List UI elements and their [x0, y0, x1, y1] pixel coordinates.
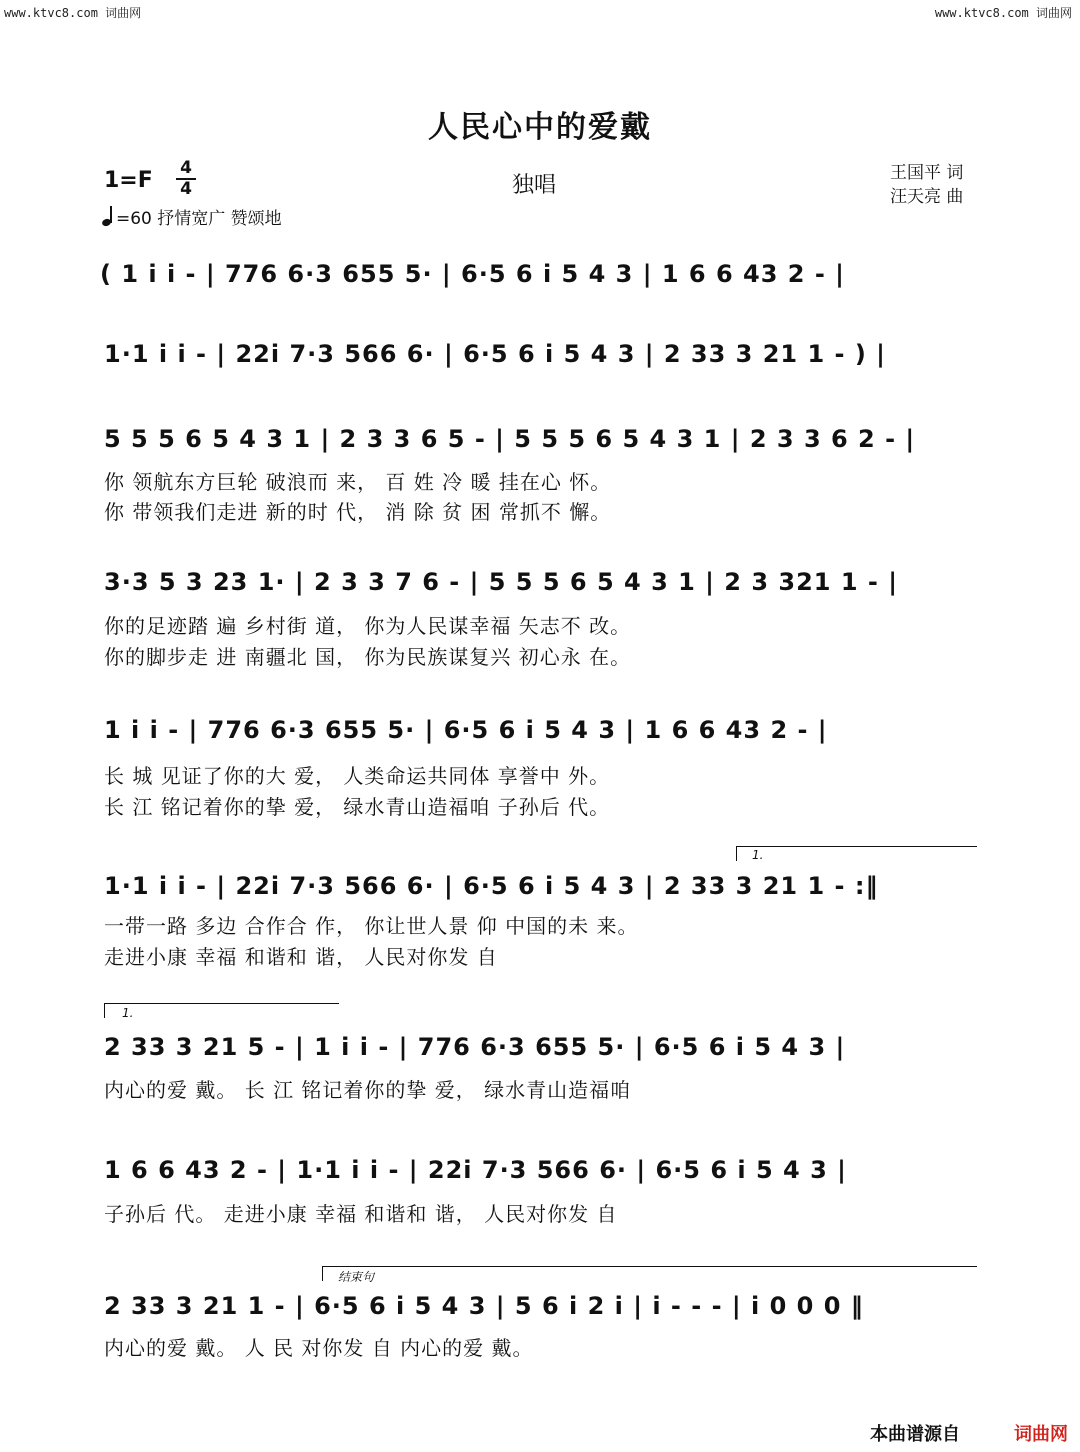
notation-row: ( 1 i i - | 776 6·3 655 5· | 6·5 6 i 5 4 3 | 1 6 6 43 2 - | [100, 260, 845, 288]
source-note: 本曲谱源自 [870, 1424, 960, 1445]
lyric-line-verse2: 走进小康 幸福 和谐和 谐， 人民对你发 自 [104, 945, 498, 969]
volta-label: 1. [122, 1006, 134, 1020]
performance-type: 独唱 [512, 173, 557, 198]
lyric-line: 内心的爱 戴。 人 民 对你发 自 内心的爱 戴。 [104, 1336, 534, 1360]
ending-bracket [322, 1266, 977, 1281]
meter-top: 4 [180, 158, 192, 178]
notation-row: 1·1 i i - | 22i 7·3 566 6· | 6·5 6 i 5 4 3 | 2 33 3 21 1 - :‖ [104, 872, 879, 900]
tempo-marking [102, 204, 282, 229]
notation-row: 1 6 6 43 2 - | 1·1 i i - | 22i 7·3 566 6· | 6·5 6 i 5 4 3 | [104, 1156, 847, 1184]
notation-row: 2 33 3 21 1 - | 6·5 6 i 5 4 3 | 5 6 i 2 i | i - - - | i 0 0 0 ‖ [104, 1292, 864, 1320]
song-title: 人民心中的爱戴 [428, 110, 652, 145]
time-signature [176, 160, 196, 198]
notation-row: 1·1 i i - | 22i 7·3 566 6· | 6·5 6 i 5 4 3 | 2 33 3 21 1 - ) | [104, 340, 886, 368]
volta-bracket [104, 1003, 339, 1018]
lyric-line-verse2: 你的脚步走 进 南疆北 国， 你为民族谋复兴 初心永 在。 [104, 645, 632, 669]
lyric-line: 子孙后 代。 走进小康 幸福 和谐和 谐， 人民对你发 自 [104, 1202, 618, 1226]
lyric-line-verse1: 一带一路 多边 合作合 作， 你让世人景 仰 中国的未 来。 [104, 914, 639, 938]
lyric-line-verse1: 你的足迹踏 遍 乡村街 道， 你为人民谋幸福 矢志不 改。 [104, 614, 632, 638]
meter-bottom: 4 [180, 179, 192, 199]
watermark-right: www.ktvc8.com 词曲网 [934, 6, 1072, 20]
notation-row: 2 33 3 21 5 - | 1 i i - | 776 6·3 655 5· | 6·5 6 i 5 4 3 | [104, 1033, 846, 1061]
lyricist-credit: 王国平 词 [890, 163, 964, 183]
site-logo[interactable]: 词曲网 [1014, 1424, 1068, 1445]
quarter-note-icon [102, 206, 116, 226]
tempo-text: =60 抒情宽广 赞颂地 [116, 209, 282, 229]
lyric-line-verse2: 你 带领我们走进 新的时 代， 消 除 贫 困 常抓不 懈。 [104, 500, 612, 524]
notation-row: 5 5 5 6 5 4 3 1 | 2 3 3 6 5 - | 5 5 5 6 5 4 3 1 | 2 3 3 6 2 - | [104, 425, 916, 453]
notation-row: 3·3 5 3 23 1· | 2 3 3 7 6 - | 5 5 5 6 5 4 3 1 | 2 3 321 1 - | [104, 568, 898, 596]
key-signature: 1=F [104, 168, 153, 193]
volta-label: 1. [752, 848, 764, 862]
watermark-left: www.ktvc8.com 词曲网 [4, 6, 142, 20]
lyric-line-verse1: 长 城 见证了你的大 爱， 人类命运共同体 享誉中 外。 [104, 764, 611, 788]
lyric-line-verse1: 你 领航东方巨轮 破浪而 来， 百 姓 冷 暖 挂在心 怀。 [104, 470, 612, 494]
lyric-line-verse2: 长 江 铭记着你的挚 爱， 绿水青山造福咱 子孙后 代。 [104, 795, 611, 819]
volta-bracket [736, 846, 977, 861]
ending-label: 结束句 [338, 1270, 375, 1284]
notation-row: 1 i i - | 776 6·3 655 5· | 6·5 6 i 5 4 3 | 1 6 6 43 2 - | [104, 716, 828, 744]
composer-credit: 汪天亮 曲 [890, 187, 964, 207]
lyric-line: 内心的爱 戴。 长 江 铭记着你的挚 爱， 绿水青山造福咱 [104, 1078, 632, 1102]
